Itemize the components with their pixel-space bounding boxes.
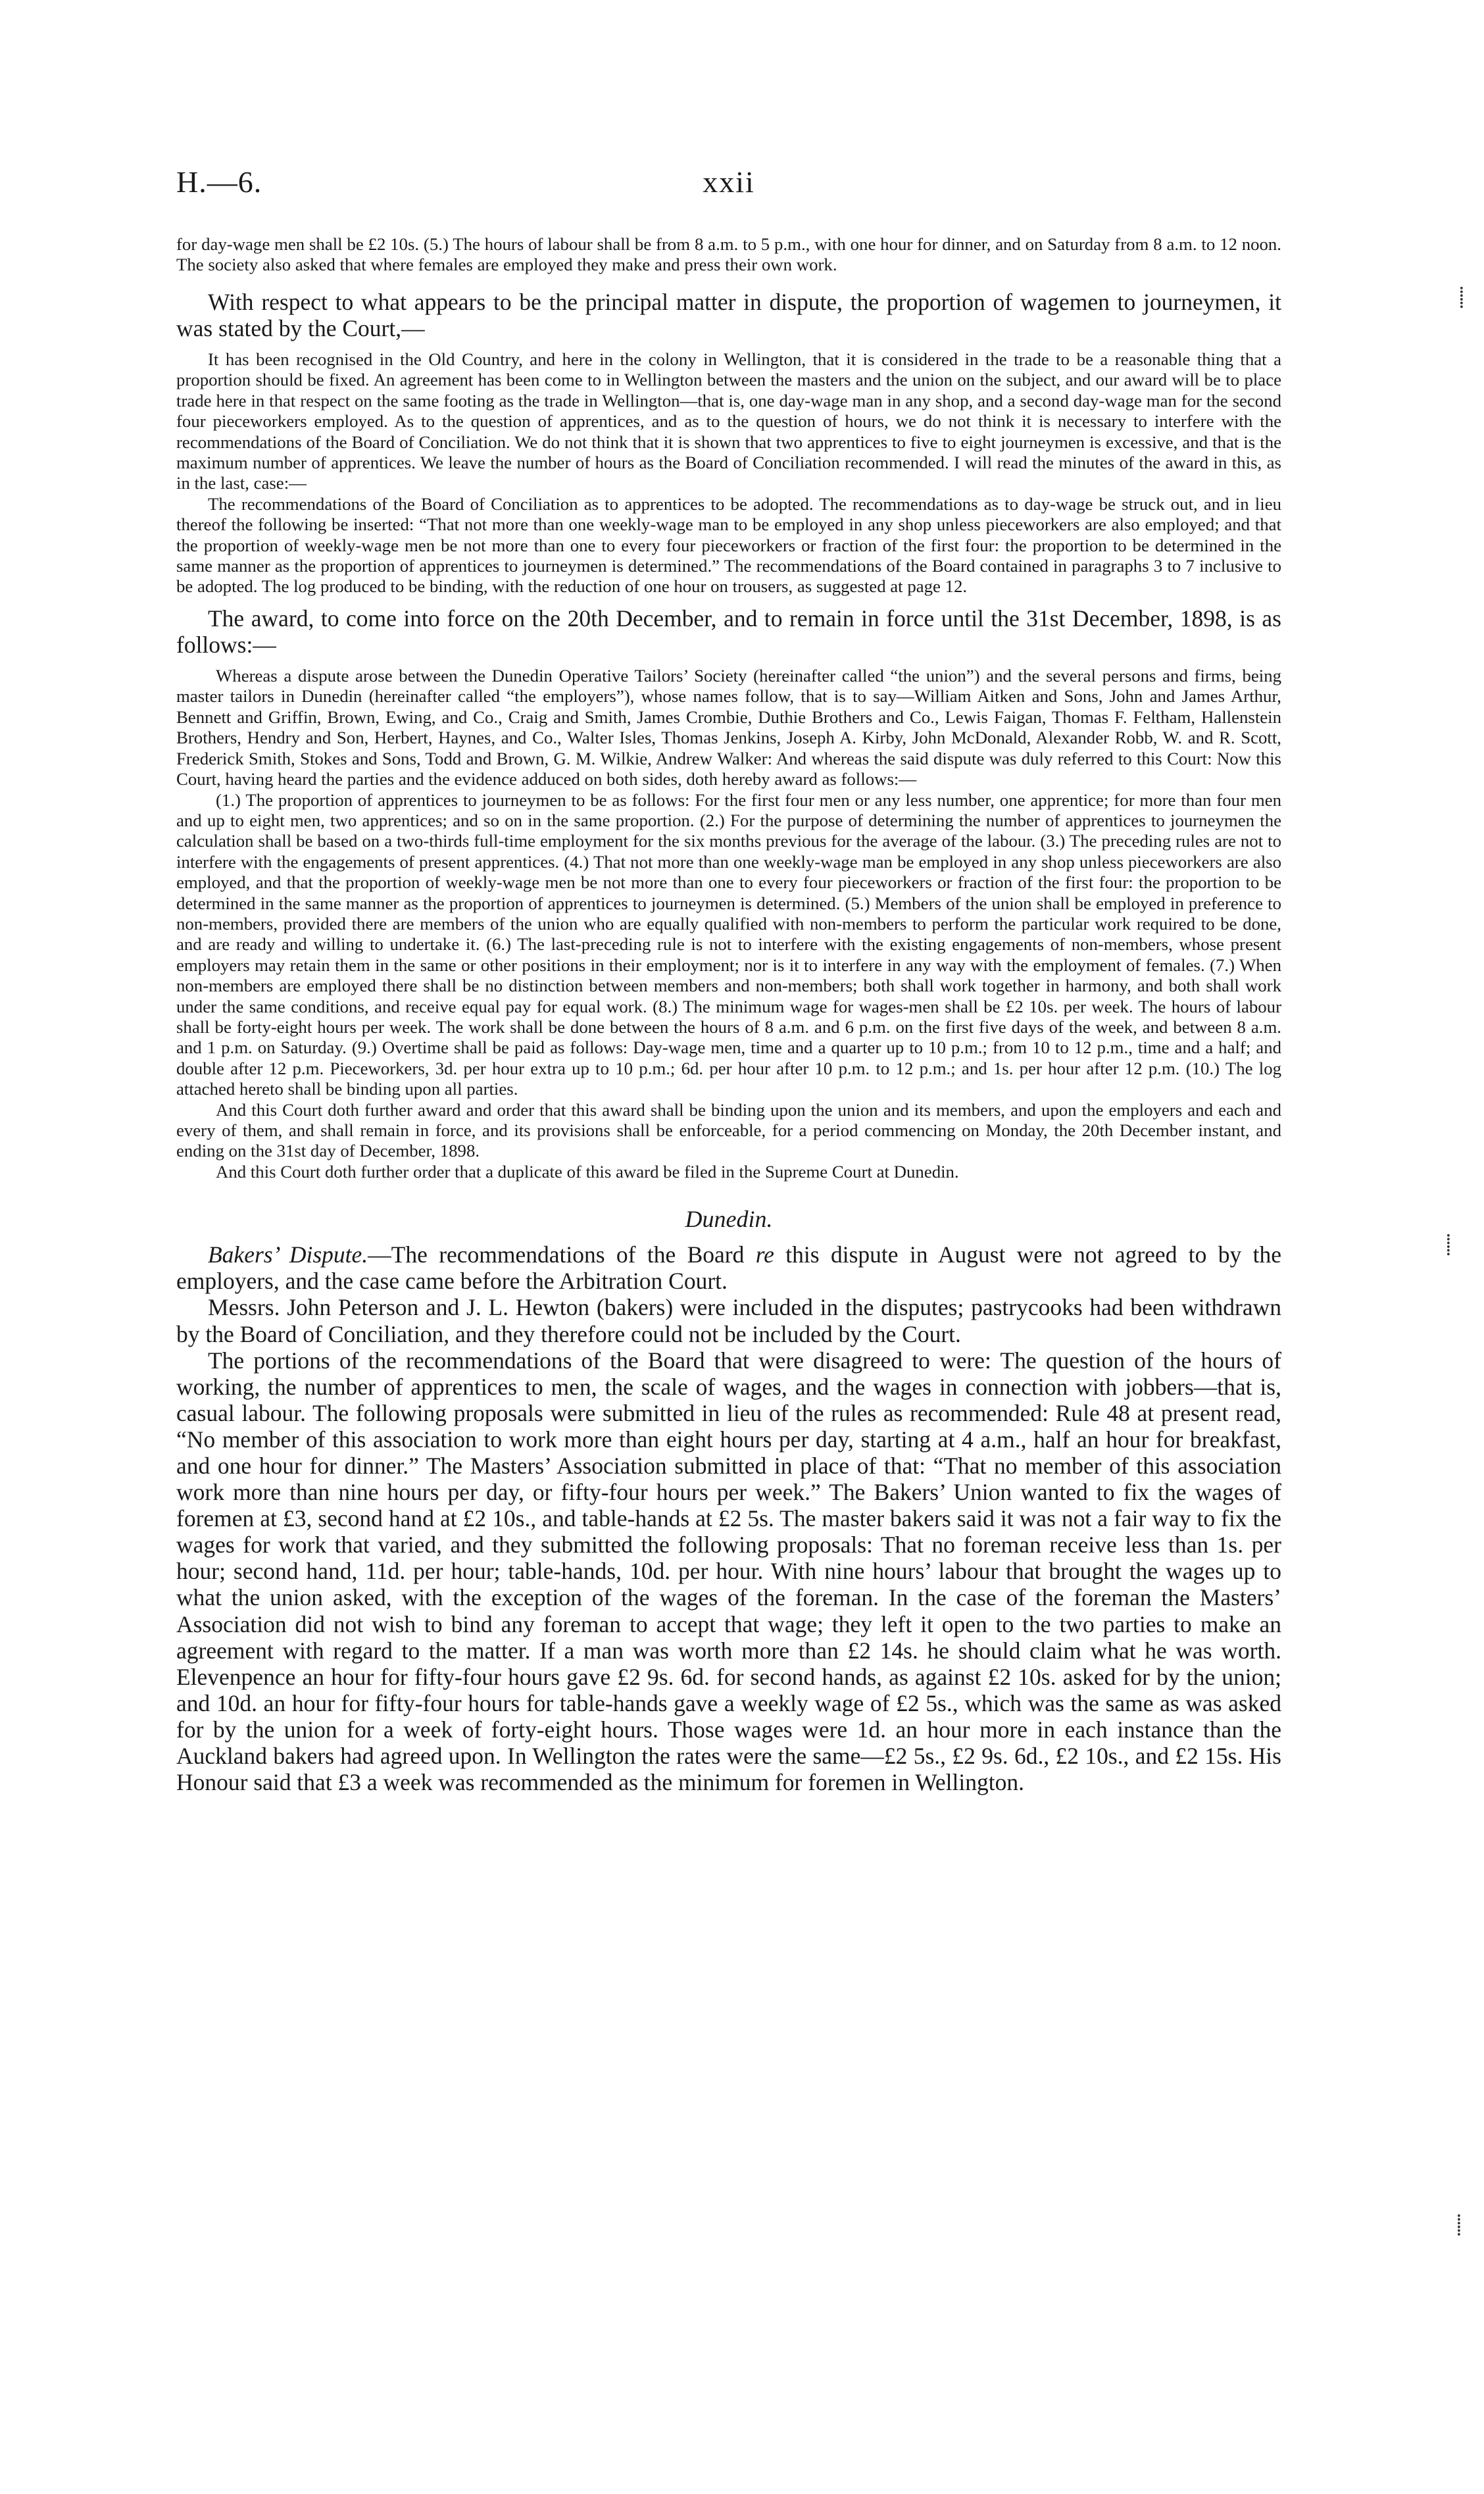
paragraph-bakers-dispute (176, 1241, 1281, 1294)
paragraph-award-clauses: (1.) The proportion of apprentices to journeymen to be as follows: For the first four men or any less number, one apprentice; for more than four men and up to eight men, two apprentices; and so on in the same proportion. (2.) For the purpose of determining the number of apprentices to journeymen the calculation shall be based on a two-thirds full-time employment for the six months previous for the average of the labour. (3.) The preceding rules are not to interfere with the engagements of present apprentices. (4.) That not more than one weekly-wage man be employed in any shop unless pieceworkers are also employed, and that the proportion of weekly-wage men be not more than one to every four pieceworkers or fraction of the first four: the proportion to be determined in the same manner as the proportion of apprentices to journeymen is determined. (5.) Members of the union shall be employed in preference to non-members, provided there are members of the union who are equally qualified with non-members to perform the particular work required to be done, and are ready and willing to undertake it. (6.) The last-preceding rule is not to interfere with the existing engagements of non-members, whose present employers may retain them in the same or other positions in their employment; nor is it to interfere in any way with the employment of females. (7.) When non-members are employed there shall be no distinction between members and non-members; both shall work together in harmony, and both shall work under the same conditions, and receive equal pay for equal work. (8.) The minimum wage for wages-men shall be £2 10s. per week. The hours of labour shall be forty-eight hours per week. The work shall be done between the hours of 8 a.m. and 6 p.m. on the first five days of the week, and between 8 a.m. and 1 p.m. on Saturday. (9.) Overtime shall be paid as follows: Day-wage men, time and a quarter up to 10 p.m.; from 10 to 12 p.m., time and a half; and double after 12 p.m. Pieceworkers, 3d. per hour extra up to 10 p.m.; 6d. per hour after 10 p.m. to 12 p.m.; and 1s. per hour after 12 p.m. (10.) The log attached hereto shall be binding upon all parties. (176, 789, 1281, 1099)
margin-mark: ⸽ (1459, 287, 1464, 309)
page-number: xxii (703, 165, 755, 199)
paragraph-award-binding: And this Court doth further award and order that this award shall be binding upon the union and its members, and upon the employers and each and every of them, and shall remain in force, and its provisions shall be enforceable, for a period commencing on Monday, the 20th December instant, and ending on the 31st day of December, 1898. (176, 1099, 1281, 1161)
paragraph-portions-disagreed: The portions of the recommendations of the Board that were disagreed to were: The question of the hours of working, the number of apprentices to men, the scale of wages, and the wages in connection with jobbers—that is, casual labour. The following proposals were submitted in lieu of the rules as recommended: Rule 48 at present read, “No member of this association to work more than eight hours per day, starting at 4 a.m., half an hour for breakfast, and one hour for dinner.” The Masters’ Association submitted in place of that: “That no member of this association work more than nine hours per day, or fifty-four hours per week.” The Bakers’ Union wanted to fix the wages of foremen at £3, second hand at £2 10s., and table-hands at £2 5s. The master bakers said it was not a fair way to fix the wages for work that varied, and they submitted the following proposals: That no foreman receive less than 1s. per hour; second hand, 11d. per hour; table-hands, 10d. per hour. With nine hours’ labour that brought the wages up to what the union asked, with the exception of the wages of the foreman. In the case of the foreman the Masters’ Association did not wish to bind any foreman to accept that wage; they left it open to the two parties to make an agreement with regard to the matter. If a man was worth more than £2 14s. he should claim what he was worth. Elevenpence an hour for fifty-four hours gave £2 9s. 6d. for second hands, as against £2 10s. asked for by the union; and 10d. an hour for fifty-four hours for table-hands gave a weekly wage of £2 5s., which was the same as was asked for by the union for a week of forty-eight hours. Those wages were 1d. an hour more in each instance than the Auckland bakers had agreed upon. In Wellington the rates were the same—£2 5s., £2 9s. 6d., £2 10s., and £2 15s. His Honour said that £3 a week was recommended as the minimum for foremen in Wellington. (176, 1347, 1281, 1796)
document-reference: H.—6. (176, 165, 262, 199)
bakers-dispute-text-b: this dispute in August were not agreed to by the employers, and the case came before the Arbitration Court. (176, 1241, 1281, 1295)
paragraph-whereas: Whereas a dispute arose between the Dunedin Operative Tailors’ Society (hereinafter called “the union”) and the several persons and firms, being master tailors in Dunedin (hereinafter called “the employers”), whose names follow, that is to say—William Aitken and Sons, John and James Arthur, Bennett and Griffin, Brown, Ewing, and Co., Craig and Smith, James Crombie, Duthie Brothers and Co., Lewis Faigan, Thomas F. Feltham, Hallenstein Brothers, Hendry and Son, Herbert, Haynes, and Co., Walter Isles, Thomas Jenkins, Joseph A. Kirby, John McDonald, Alexander Robb, W. and R. Scott, Frederick Smith, Stokes and Sons, Todd and Brown, G. M. Wilkie, Andrew Walker: And whereas the said dispute was duly referred to this Court: Now this Court, having heard the parties and the evidence adduced on both sides, doth hereby award as follows:— (176, 666, 1281, 789)
margin-mark: ⸽ (1446, 1234, 1451, 1256)
bakers-dispute-re: re (755, 1241, 774, 1268)
margin-mark: ⸽ (1456, 2214, 1462, 2236)
paragraph-award-intro: The award, to come into force on the 20th December, and to remain in force until the 31st December, 1898, is as follows:— (176, 605, 1281, 658)
paragraph-messrs-peterson: Messrs. John Peterson and J. L. Hewton (bakers) were included in the disputes; pastrycooks had been withdrawn by the Board of Conciliation, and they therefore could not be included by the Court. (176, 1294, 1281, 1347)
section-heading-dunedin: Dunedin. (685, 1206, 773, 1233)
paragraph-duplicate-filed: And this Court doth further order that a duplicate of this award be filed in the Supreme Court at Dunedin. (216, 1161, 959, 1182)
paragraph-court-statement: It has been recognised in the Old Country, and here in the colony in Wellington, that it is considered in the trade to be a reasonable thing that a proportion should be fixed. An agreement has been come to in Wellington between the masters and the union on the subject, and our award will be to place trade here in that respect on the same footing as the trade in Wellington—that is, one day-wage man in any shop, and a second day-wage man for the second four pieceworkers employed. As to the question of apprentices, and as to the question of hours, we do not think it is necessary to interfere with the recommendations of the Board of Conciliation. We do not think that it is shown that two apprentices to five to eight journeymen is excessive, and that is the maximum number of apprentices. We leave the number of hours as the Board of Conciliation recommended. I will read the minutes of the award in this, as in the last, case:— (176, 349, 1281, 493)
paragraph-board-recommendations: The recommendations of the Board of Conciliation as to apprentices to be adopted. The recommendations as to day-wage be struck out, and in lieu thereof the following be inserted: “That not more than one weekly-wage man to be employed in any shop unless pieceworkers are also employed; and that the proportion of weekly-wage men be not more than one to every four pieceworkers or fraction of the first four: the proportion to be determined in the same manner as the proportion of apprentices to journeymen is determined.” The recommendations of the Board contained in paragraphs 3 to 7 inclusive to be adopted. The log produced to be binding, with the reduction of one hour on trousers, as suggested at page 12. (176, 493, 1281, 597)
bakers-dispute-label: Bakers’ Dispute. (208, 1241, 368, 1268)
page-body (176, 234, 1281, 1795)
paragraph-principal-matter: With respect to what appears to be the principal matter in dispute, the proportion of wagemen to journeymen, it was stated by the Court,— (176, 288, 1281, 341)
page-header (176, 164, 1281, 211)
bakers-dispute-text-a: —The recommendations of the Board (368, 1241, 756, 1268)
paragraph-tailors-claims-end: for day-wage men shall be £2 10s. (5.) The hours of labour shall be from 8 a.m. to 5 p.m., with one hour for dinner, and on Saturday from 8 a.m. to 12 noon. The society also asked that where females are employed they make and press their own work. (176, 234, 1281, 275)
